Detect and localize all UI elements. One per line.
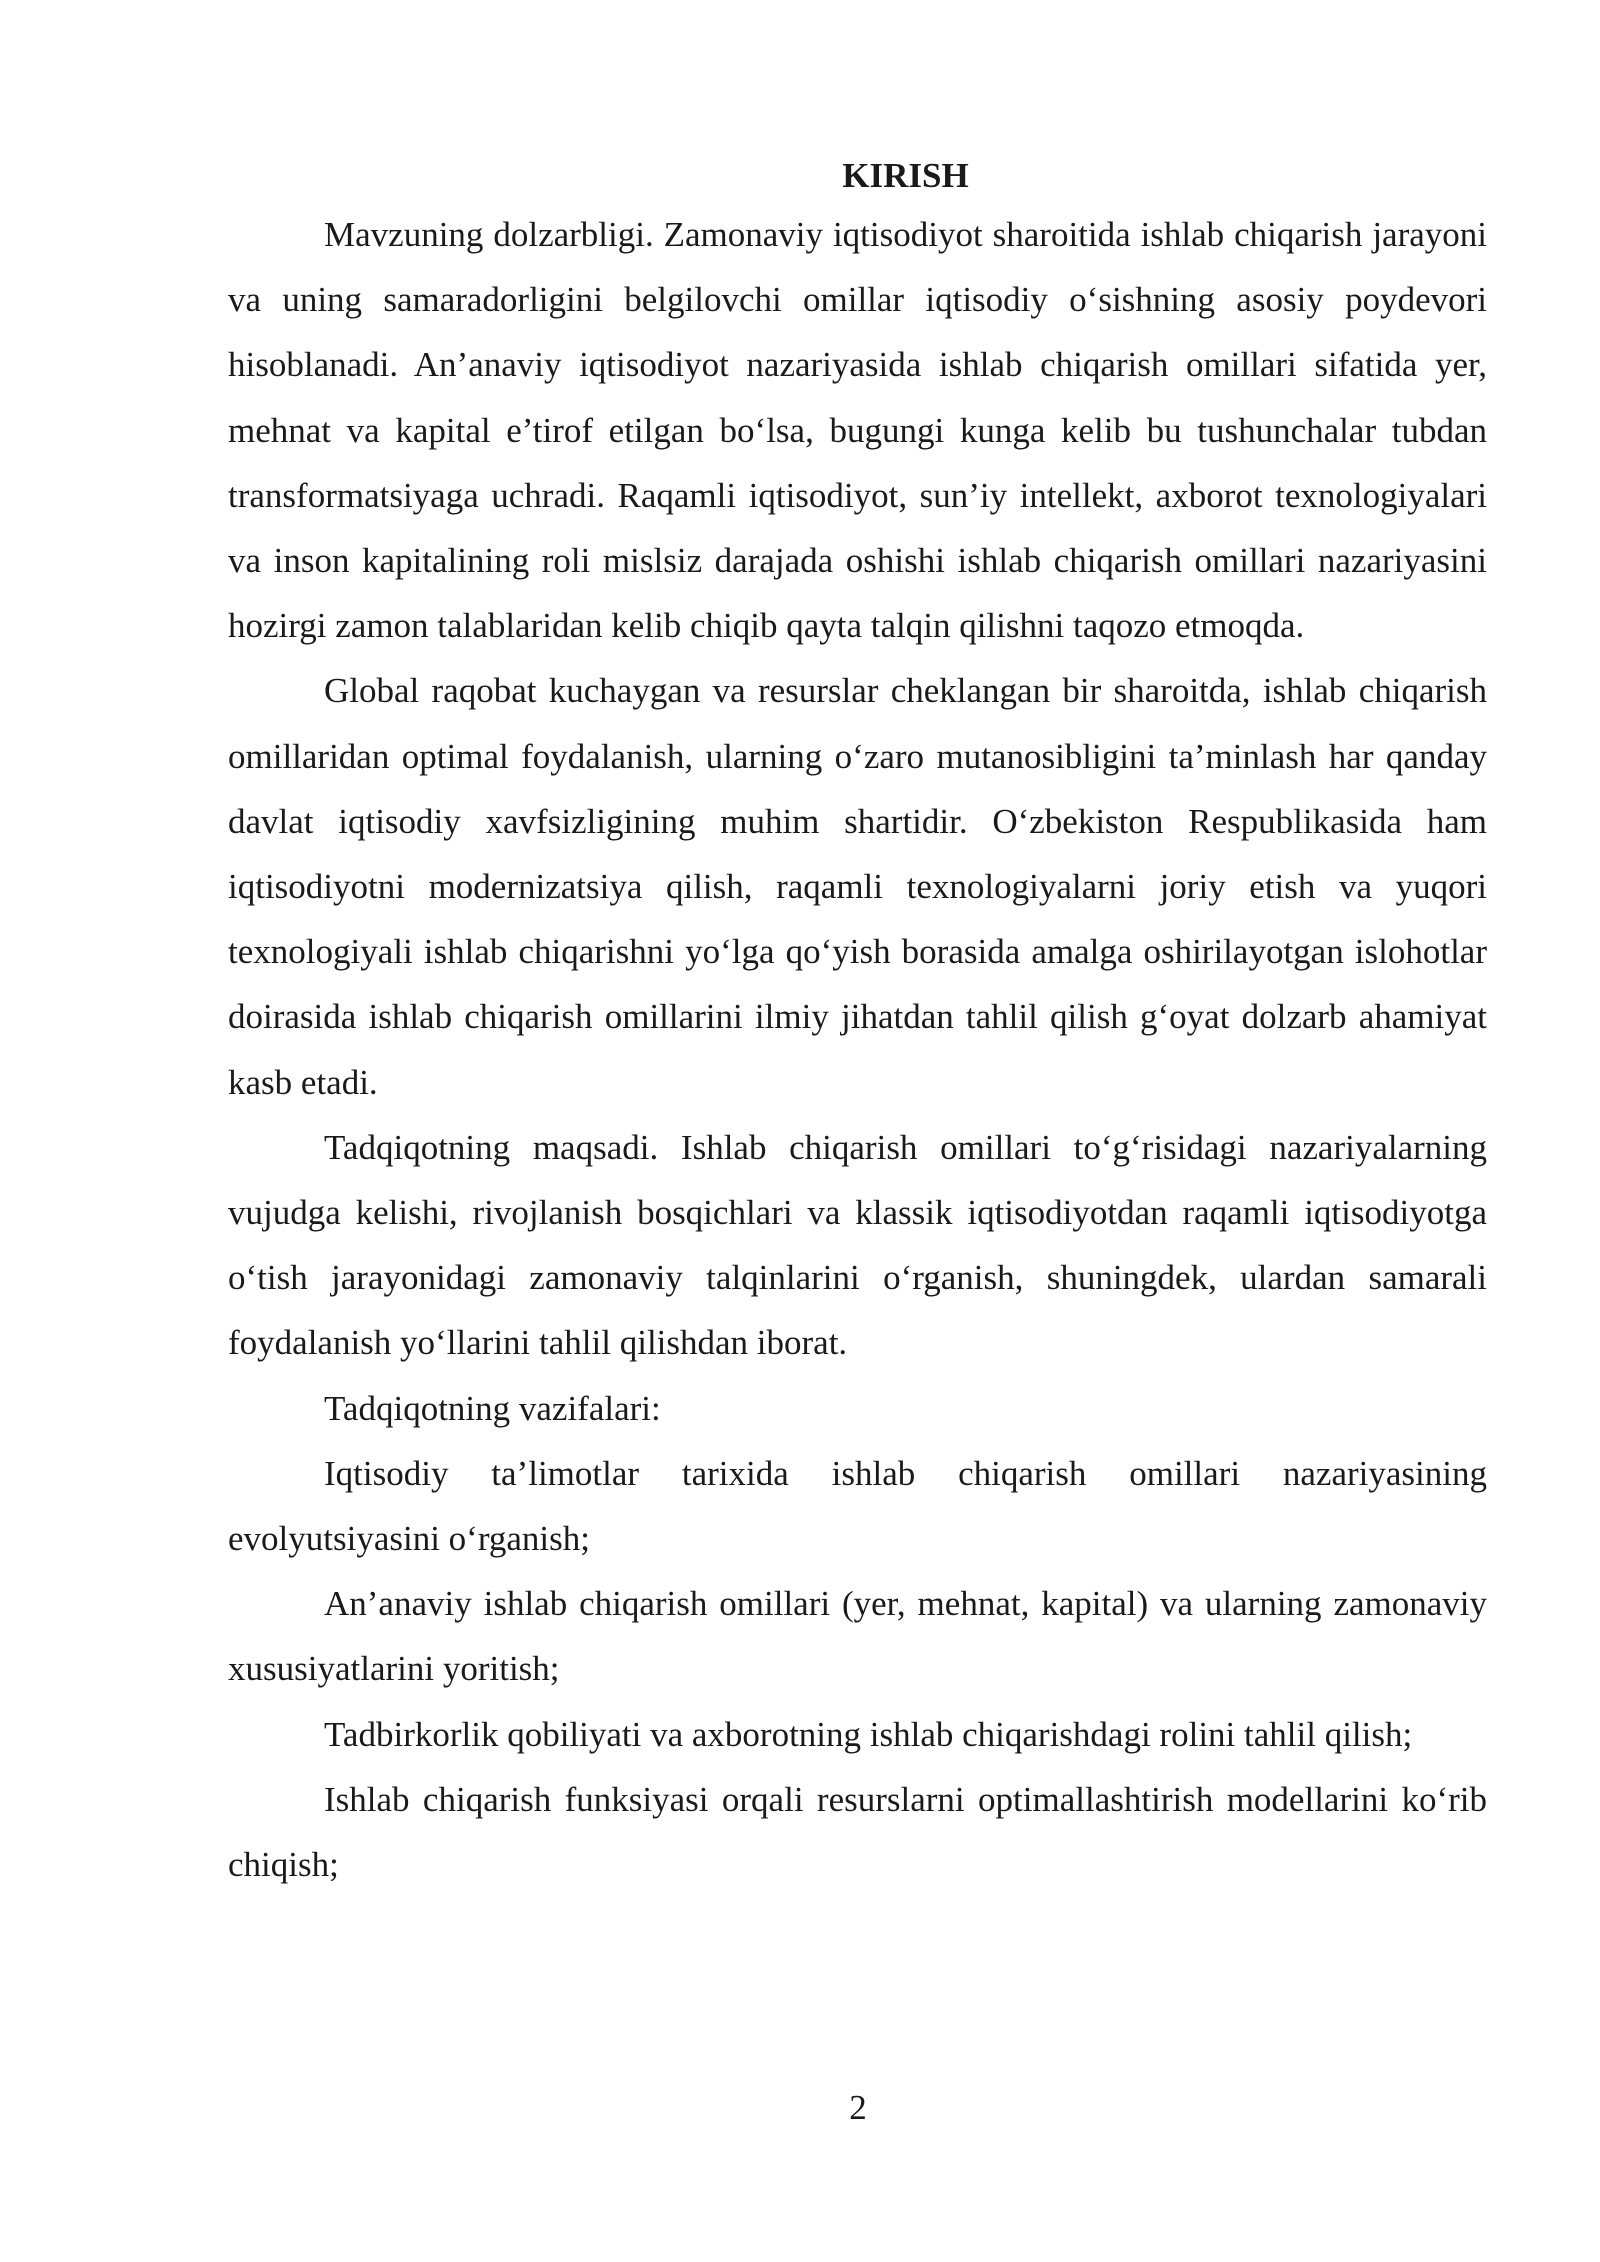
paragraph-task-1: Iqtisodiy ta’limotlar tarixida ishlab chiqarish omillari nazariyasining evolyutsiyasini o‘rganish; (228, 1453, 1487, 1559)
paragraph-task-3: Tadbirkorlik qobiliyati va axborotning ishlab chiqarishdagi rolini tahlil qilish; (324, 1714, 1413, 1754)
page-title: KIRISH (842, 156, 969, 195)
paragraph-global-competition: Global raqobat kuchaygan va resurslar cheklangan bir sharoitda, ishlab chiqarish omillaridan optimal foydalanish, ularning o‘zaro mutanosibligini ta’minlash har qanday davlat iqtisodiy xavfsizligining muhim shartidir. O‘zbekiston Respublikasida ham iqtisodiyotni modernizatsiya qilish, raqamli texnologiyalarni joriy etish va yuqori texnologiyali ishlab chiqarishni yo‘lga qo‘yish borasida amalga oshirilayotgan islohotlar doirasida ishlab chiqarish omillarini ilmiy jihatdan tahlil qilish g‘oyat dolzarb ahamiyat kasb etadi. (228, 671, 1487, 1102)
paragraph-research-tasks-heading: Tadqiqotning vazifalari: (324, 1388, 661, 1428)
page-number: 2 (849, 2088, 867, 2127)
paragraph-relevance: Mavzuning dolzarbligi. Zamonaviy iqtisodiyot sharoitida ishlab chiqarish jarayoni va uning samaradorligini belgilovchi omillar iqtisodiy o‘sishning asosiy poydevori hisoblanadi. An’anaviy iqtisodiyot nazariyasida ishlab chiqarish omillari sifatida yer, mehnat va kapital e’tirof etilgan bo‘lsa, bugungi kunga kelib bu tushunchalar tubdan transformatsiyaga uchradi. Raqamli iqtisodiyot, sun’iy intellekt, axborot texnologiyalari va inson kapitalining roli mislsiz darajada oshishi ishlab chiqarish omillari nazariyasini hozirgi zamon talablaridan kelib chiqib qayta talqin qilishni taqozo etmoqda. (228, 215, 1487, 646)
page-body (228, 150, 1487, 1897)
paragraph-research-goal: Tadqiqotning maqsadi. Ishlab chiqarish omillari to‘g‘risidagi nazariyalarning vujudga kelishi, rivojlanish bosqichlari va klassik iqtisodiyotdan raqamli iqtisodiyotga o‘tish jarayonidagi zamonaviy talqinlarini o‘rganish, shuningdek, ulardan samarali foydalanish yo‘llarini tahlil qilishdan iborat. (228, 1127, 1487, 1363)
paragraph-task-4: Ishlab chiqarish funksiyasi orqali resurslarni optimallashtirish modellarini ko‘rib chiqish; (228, 1779, 1487, 1885)
paragraph-task-2: An’anaviy ishlab chiqarish omillari (yer, mehnat, kapital) va ularning zamonaviy xususiyatlarini yoritish; (228, 1584, 1487, 1689)
